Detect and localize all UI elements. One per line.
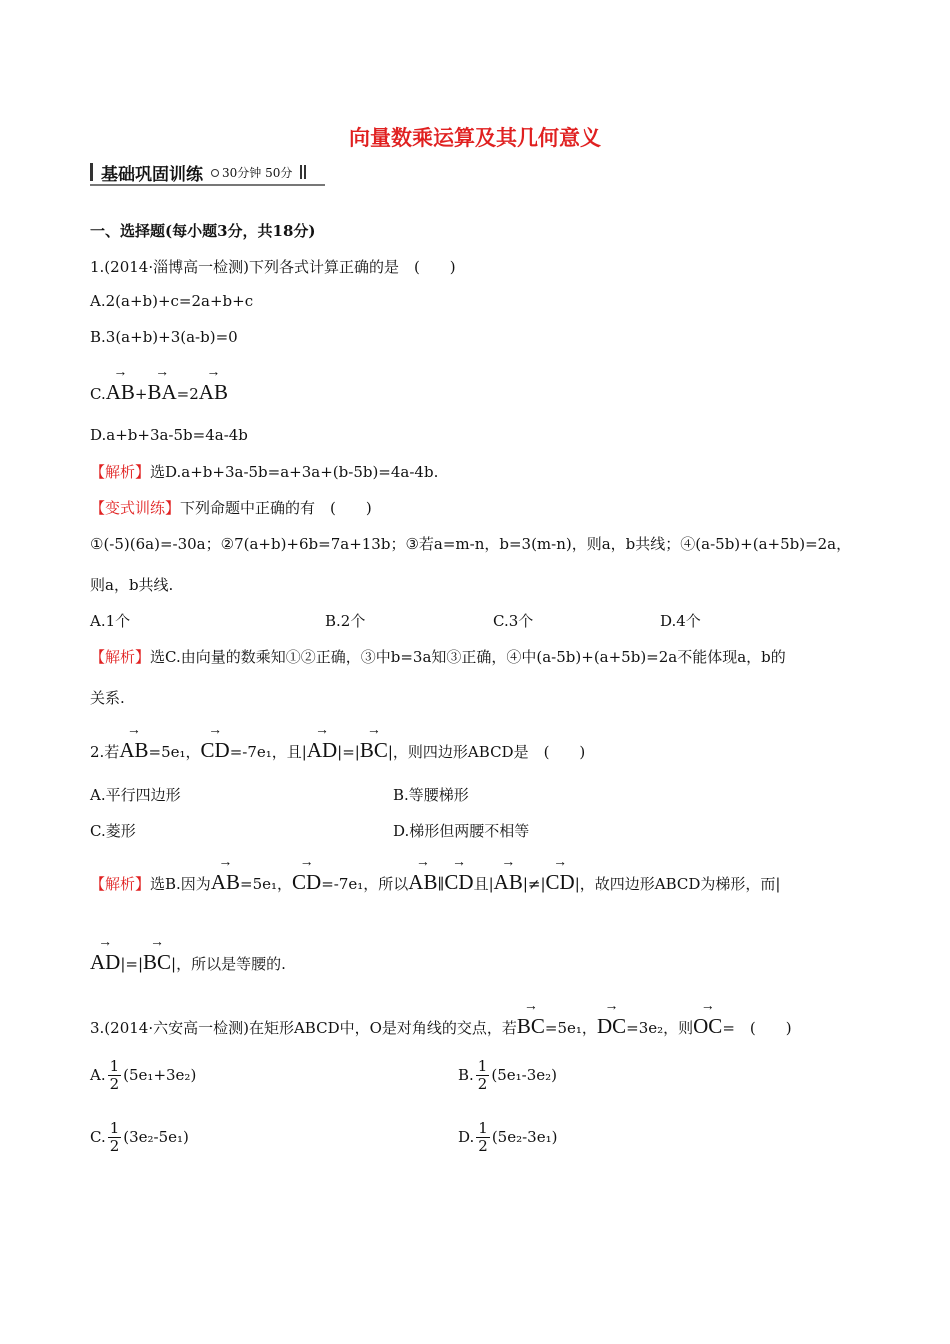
q2-sol-text: =5e₁， <box>240 875 293 893</box>
q2-text: |，则四边形ABCD是 ( ) <box>387 743 586 761</box>
q3-text: =3e₂，则 <box>626 1019 694 1037</box>
vector-bc: → BC <box>360 736 388 761</box>
q2-solution-1 <box>90 868 780 894</box>
q3-text: 3.(2014·六安高一检测)在矩形ABCD中，O是对角线的交点，若 <box>90 1019 517 1037</box>
vector-ab: → AB <box>494 868 523 893</box>
variant-solution-1 <box>90 646 786 667</box>
q3-option-c <box>90 1120 189 1156</box>
fraction-denominator: 2 <box>109 1075 120 1094</box>
q3-a-prefix: A. <box>90 1065 106 1084</box>
fraction-half <box>476 1120 490 1156</box>
q3-option-b <box>458 1058 557 1094</box>
q1-option-d: D.a+b+3a-5b=4a-4b <box>90 426 248 444</box>
banner-meta <box>211 164 292 181</box>
variant-solution-2: 关系. <box>90 689 125 707</box>
solution-tag: 【解析】 <box>90 875 151 893</box>
fraction-half <box>108 1120 122 1156</box>
q1-option-a: A.2(a+b)+c=2a+b+c <box>90 292 254 310</box>
variant-option-a: A.1个 <box>90 612 131 630</box>
q2-solution-2 <box>90 948 286 974</box>
q3-b-expr: (5e₁-3e₂) <box>491 1065 557 1084</box>
page-title: 向量数乘运算及其几何意义 <box>349 126 601 150</box>
fraction-denominator: 2 <box>477 1075 488 1094</box>
variant-option-c: C.3个 <box>493 612 534 630</box>
q2-text: =5e₁， <box>148 743 201 761</box>
q2-sol-text: |≠| <box>522 875 546 893</box>
q1-option-c <box>90 378 228 403</box>
q3-text: = ( ) <box>722 1019 792 1037</box>
vector-ab: → AB <box>408 868 437 893</box>
fraction-numerator: 1 <box>109 1119 120 1137</box>
q2-sol-text: ∥ <box>437 875 445 893</box>
fraction-half <box>108 1058 122 1094</box>
q3-d-expr: (5e₂-3e₁) <box>491 1127 558 1146</box>
banner-bar <box>90 163 93 181</box>
q3-stem <box>90 1012 792 1038</box>
banner-end-bars <box>300 165 306 179</box>
q2-option-c: C.菱形 <box>90 822 136 840</box>
q3-c-prefix: C. <box>90 1127 106 1146</box>
q3-text: =5e₁， <box>544 1019 597 1037</box>
vector-ab: → AB <box>106 378 135 403</box>
vector-dc: → DC <box>597 1012 626 1037</box>
fraction-numerator: 1 <box>477 1057 488 1075</box>
q2-option-d: D.梯形但两腰不相等 <box>393 822 530 840</box>
q1-option-b: B.3(a+b)+3(a-b)=0 <box>90 328 238 346</box>
q2-sol-text: |=| <box>120 955 144 973</box>
q1-stem: 1.(2014·淄博高一检测)下列各式计算正确的是 ( ) <box>90 258 456 276</box>
q2-option-b: B.等腰梯形 <box>393 786 469 804</box>
q3-c-expr: (3e₂-5e₁) <box>123 1127 189 1146</box>
banner-label: 基础巩固训练 <box>101 164 203 185</box>
q3-option-d <box>458 1120 557 1156</box>
vector-ad: → AD <box>307 736 337 761</box>
section-banner <box>90 160 306 184</box>
q2-option-a: A.平行四边形 <box>90 786 181 804</box>
fraction-denominator: 2 <box>478 1137 488 1156</box>
fraction-half <box>476 1058 490 1094</box>
vector-oc: → OC <box>693 1012 722 1037</box>
vector-ab: → AB <box>211 868 240 893</box>
clock-icon <box>211 169 219 177</box>
vector-cd: → CD <box>292 868 321 893</box>
q1-solution-text: 选D.a+b+3a-5b=a+3a+(b-5b)=4a-4b. <box>150 463 439 481</box>
q2-sol-text: =-7e₁，所以 <box>321 875 409 893</box>
q2-stem <box>90 736 585 762</box>
section-heading: 一、选择题(每小题3分，共18分) <box>90 222 316 240</box>
vector-ab: → AB <box>199 378 228 403</box>
variant-tag: 【变式训练】 <box>90 499 181 517</box>
vector-cd: → CD <box>546 868 575 893</box>
q3-a-expr: (5e₁+3e₂) <box>123 1065 197 1084</box>
q2-sol-text: 选B.因为 <box>150 875 211 893</box>
q1-c-prefix: C. <box>90 385 106 403</box>
variant-stem-text: 下列命题中正确的有 ( ) <box>180 499 372 517</box>
q3-d-prefix: D. <box>458 1127 475 1146</box>
q2-text: =-7e₁，且| <box>229 743 307 761</box>
vector-bc: → BC <box>143 948 171 973</box>
vector-bc: → BC <box>517 1012 545 1037</box>
fraction-numerator: 1 <box>109 1057 120 1075</box>
vector-ad: → AD <box>90 948 120 973</box>
banner-underline <box>90 184 325 186</box>
q2-sol-text: |，故四边形ABCD为梯形，而| <box>574 875 781 893</box>
vector-cd: → CD <box>201 736 230 761</box>
variant-stem <box>90 497 372 518</box>
vector-ab: → AB <box>119 736 148 761</box>
q2-sol-text: |，所以是等腰的. <box>171 955 286 973</box>
solution-tag: 【解析】 <box>90 648 151 666</box>
variant-line-1: ①(-5)(6a)=-30a；②7(a+b)+6b=7a+13b；③若a=m-n，b=3(m-n)，则a，b共线；④(a-5b)+(a+5b)=2a， <box>90 535 852 553</box>
variant-solution-text: 选C.由向量的数乘知①②正确，③中b=3a知③正确，④中(a-5b)+(a+5b)=2a不能体现a，b的 <box>150 648 786 666</box>
q1-solution <box>90 461 438 482</box>
q2-text: 2.若 <box>90 743 120 761</box>
variant-line-2: 则a，b共线. <box>90 576 174 594</box>
fraction-denominator: 2 <box>109 1137 120 1156</box>
fraction-numerator: 1 <box>478 1119 488 1137</box>
q3-b-prefix: B. <box>458 1065 474 1084</box>
q1-c-plus: + <box>134 385 148 403</box>
variant-option-b: B.2个 <box>325 612 366 630</box>
vector-ba: → BA <box>147 378 176 403</box>
banner-meta-text: 30分钟 50分 <box>222 165 293 180</box>
vector-cd: → CD <box>444 868 473 893</box>
q1-c-eq: =2 <box>176 385 199 403</box>
q3-option-a <box>90 1058 196 1094</box>
solution-tag: 【解析】 <box>90 463 151 481</box>
q2-text: |=| <box>337 743 360 761</box>
variant-option-d: D.4个 <box>660 612 701 630</box>
q2-sol-text: 且| <box>473 875 494 893</box>
